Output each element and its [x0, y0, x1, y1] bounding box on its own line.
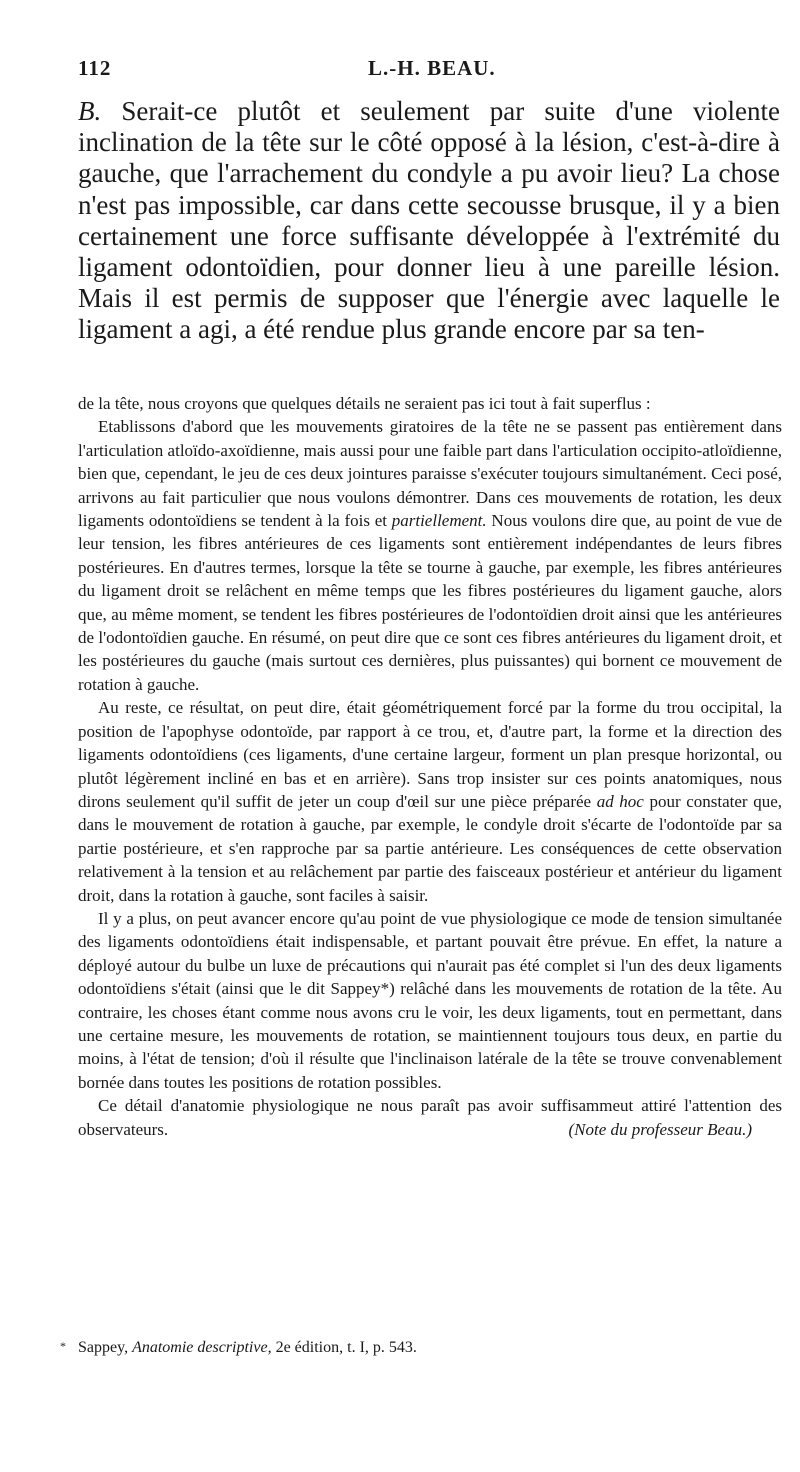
note-block: [78, 392, 782, 1141]
footnote-title: Anatomie descriptive,: [132, 1339, 272, 1356]
note-paragraph-rotation: [78, 415, 782, 696]
main-paragraph: [78, 96, 780, 346]
note-paragraph-geometry: [78, 696, 782, 907]
running-head: [78, 56, 778, 86]
note-signature: (Note du professeur Beau.): [568, 1119, 752, 1139]
note-paragraph-physiology: Il y a plus, on peut avancer encore qu'au point de vue physiologique ce mode de tension simultanée des ligaments odontoïdiens était indispensable, et partant pouvait être prévue. En effet, la nature a déployé autour du bulbe un luxe de précautions qui n'aurait pas été complet si l'un des deux ligaments odontoïdiens s'était (ainsi que le dit Sappey*) relâché dans les mouvements de rotation de la tête. Au contraire, les choses étant comme nous avons cru le voir, les deux ligaments, tout en permettant, dans une certaine mesure, les mouvements de rotation, se maintiennent toujours tous deux, en partie du moins, à l'état de tension; d'où il résulte que l'inclinaison latérale de la tête se trouve convenablement bornée dans toutes les positions de rotation possibles.: [78, 908, 782, 1092]
note-paragraph-conclusion: Ce détail d'anatomie physiologique ne nous paraît pas avoir suffisammeut attiré l'attention des observateurs.: [78, 1096, 782, 1139]
main-paragraph-text: Serait-ce plutôt et seulement par suite d'une violente inclination de la tête sur le côté opposé à la lésion, c'est-à-dire à gauche, que l'arrachement du condyle a pu avoir lieu? La chose n'est pas impossible, car dans cette secousse brusque, il y a bien certainement une force suffisante développée à l'extrémité du ligament odontoïdien, pour donner lieu à une pareille lésion. Mais il est permis de supposer que l'énergie avec laquelle le ligament a agi, a été rendue plus grande encore par sa ten-: [78, 96, 781, 345]
running-head-author: L.-H. BEAU.: [368, 56, 496, 80]
note-emphasis: partiellement.: [391, 511, 487, 531]
section-letter: B.: [78, 96, 102, 126]
note-text: Au reste, ce résultat, on peut dire, était géométriquement forcé par la forme du trou occipital, la position de l'apophyse odontoïde, par rapport à ce trou, et, d'autre part, la forme et la direction des ligaments odontoïdiens (ces ligaments, d'une certaine largeur, forment un plan presque horizontal, ou plutôt légèrement incliné en bas et en arrière). Sans trop insister sur ces points anatomiques, nous dirons seulement qu'il suffit de jeter un coup d'œil sur une pièce préparée: [78, 698, 782, 811]
note-text: Nous voulons dire que, au point de vue de leur tension, les fibres antérieures de ces ligaments sont entièrement indépendantes de leurs fibres postérieures. En d'autres termes, lorsque la tête se tourne à gauche, par exemple, les fibres antérieures du ligament droit se relâchent en même temps que les fibres postérieures du ligament gauche, alors que, au même moment, se tendent les fibres postérieures de l'odontoïdien droit ainsi que les antérieures de l'odontoïdien gauche. En résumé, on peut dire que ce sont ces fibres antérieures du ligament droit, et les postérieures du gauche (mais surtout ces dernières, plus puissantes) qui bornent ce mouvement de rotation à gauche.: [78, 511, 783, 694]
note-emphasis: ad hoc: [596, 791, 644, 811]
footnote-edition: 2e édition, t. I, p. 543.: [275, 1339, 417, 1356]
footnote-mark: *: [60, 1339, 66, 1353]
footnote-author: Sappey,: [78, 1339, 129, 1356]
footnote: [60, 1338, 778, 1358]
note-text: pour constater que, dans le mouvement de rotation à gauche, par exemple, le condyle droit s'écarte de l'odontoïde par sa partie postérieure, et s'en rapproche par sa partie antérieure. Les conséquences de cette observation relativement à la tension et au relâchement par partie des faisceaux postérieur et antérieur du ligament droit, dans la rotation à gauche, sont faciles à saisir.: [78, 791, 782, 905]
note-paragraph-intro: de la tête, nous croyons que quelques détails ne seraient pas ici tout à fait superflus :: [78, 394, 651, 413]
note-text: Etablissons d'abord que les mouvements giratoires de la tête ne se passent pas entièrement dans l'articulation atloïdo-axoïdienne, mais aussi pour une faible part dans l'articulation occipito-atloïdienne, bien que, cependant, le jeu de ces deux jointures paraisse s'exécuter toujours simultanément. Ceci posé, arrivons au fait particulier que nous voulons démontrer. Dans ces mouvements de rotation, les deux ligaments odontoïdiens se tendent à la fois et: [78, 417, 782, 531]
page-number: 112: [78, 56, 112, 80]
